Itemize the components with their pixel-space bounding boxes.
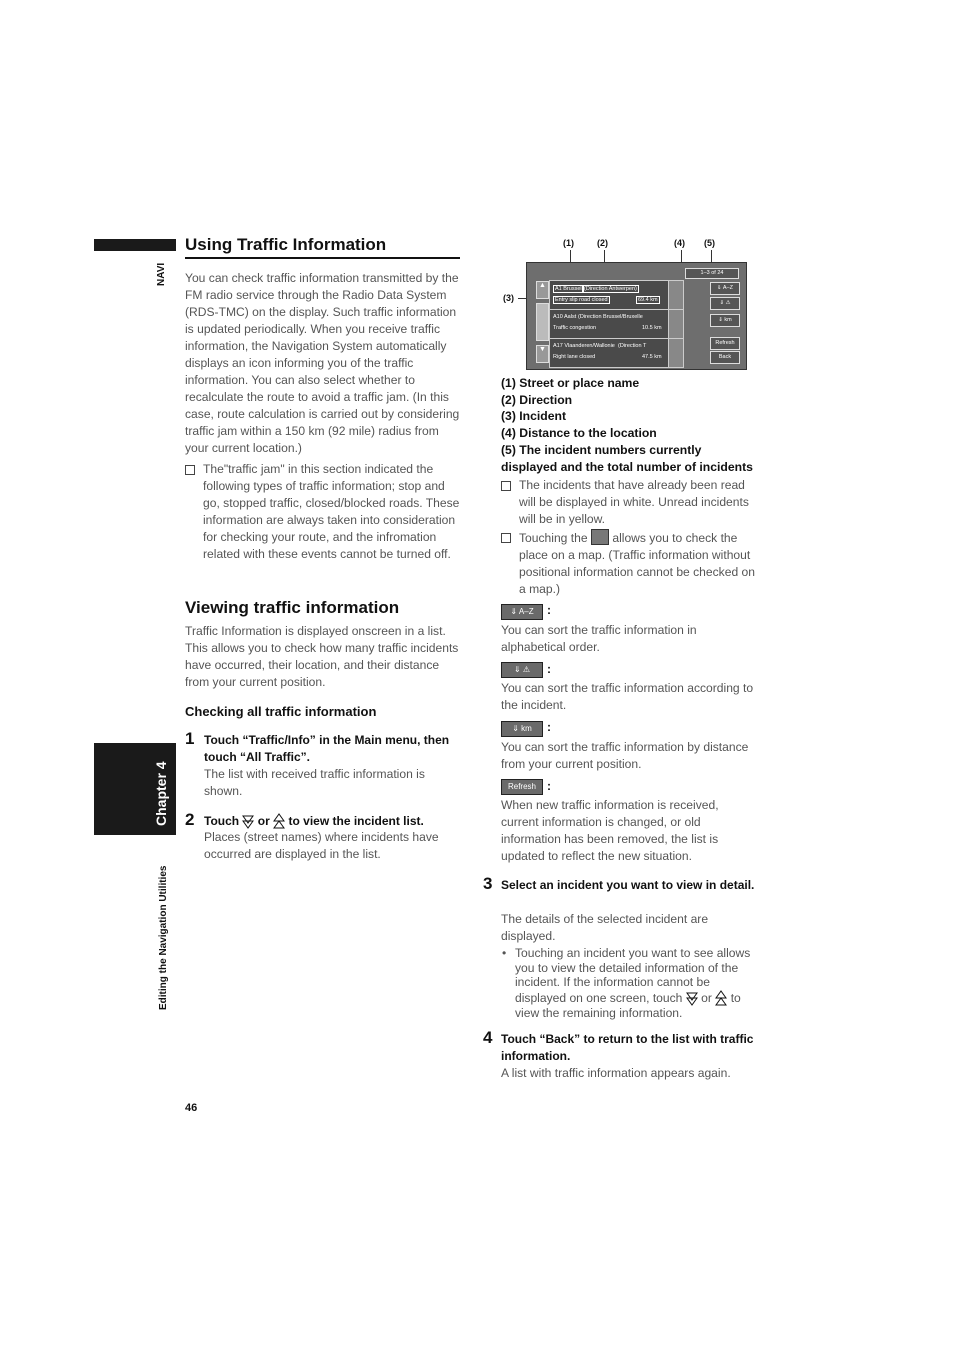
viewing-intro: Traffic Information is displayed onscreen in a list. This allows you to check how many traffic incidents have occurred, their location, and their distance from your current position. bbox=[185, 624, 459, 689]
km-button-icon: ⇓ km bbox=[501, 721, 543, 737]
km-description: You can sort the traffic information by distance from your current position. bbox=[501, 740, 749, 771]
list-item[interactable] bbox=[549, 338, 669, 368]
chapter-label: Chapter 4 bbox=[153, 761, 169, 826]
az-button-icon: ⇓ A–Z bbox=[501, 604, 543, 620]
step2-number: 2 bbox=[185, 810, 195, 829]
step2-head-a: Touch bbox=[204, 814, 240, 828]
colon: : bbox=[547, 603, 551, 617]
step3-bullet-a: Touching an incident you want to see allows you to view the detailed information of the incident. If the information cannot be displayed on one screen, touch bbox=[515, 946, 751, 1005]
scroll-up-button[interactable]: ▲ bbox=[536, 281, 549, 299]
section-label: Editing the Navigation Utilities bbox=[158, 865, 169, 1010]
sort-az-button[interactable]: ⇓ A–Z bbox=[710, 282, 740, 295]
caption-4: (4) Distance to the location bbox=[501, 426, 657, 440]
note-map-button bbox=[501, 529, 757, 598]
figure-label-1: (1) bbox=[563, 238, 574, 248]
caption-2: (2) Direction bbox=[501, 393, 573, 407]
note-map-b: allows you to check the place on a map. (Traffic information without positional information cannot be checked on a map.) bbox=[519, 531, 755, 596]
row-distance: 69.4 km bbox=[638, 297, 658, 303]
row-street: A1 Brussel bbox=[555, 286, 582, 292]
note-traffic-jam bbox=[185, 461, 460, 563]
refresh-description: When new traffic information is received, current information is changed, or old information has been removed, the list is updated to reflect the new situation. bbox=[501, 798, 719, 863]
scroll-up-icon bbox=[273, 813, 285, 829]
section-title-using-traffic: Using Traffic Information bbox=[185, 235, 387, 254]
figure-label-5: (5) bbox=[704, 238, 715, 248]
step4-heading: Touch “Back” to return to the list with traffic information. bbox=[501, 1032, 754, 1063]
colon: : bbox=[547, 720, 551, 734]
step3-number: 3 bbox=[483, 874, 493, 893]
incident-counter: 1–3 of 24 bbox=[685, 268, 739, 279]
note-read-incidents bbox=[501, 477, 757, 528]
scroll-up-icon bbox=[715, 990, 727, 1006]
map-button[interactable] bbox=[668, 338, 684, 368]
step3-heading: Select an incident you want to view in detail. bbox=[501, 878, 755, 892]
step2-head-b: or bbox=[257, 814, 270, 828]
caption-5: (5) The incident numbers currently displayed and the total number of incidents bbox=[501, 443, 753, 474]
header-bar bbox=[94, 239, 176, 251]
az-btn-label: A–Z bbox=[518, 607, 534, 616]
step2-heading bbox=[204, 813, 460, 830]
step4-number: 4 bbox=[483, 1028, 493, 1047]
row-street: A10 Aalst bbox=[553, 314, 577, 320]
subsection-title: Checking all traffic information bbox=[185, 704, 377, 719]
intro-paragraph: You can check traffic information transmitted by the FM radio service through the Radio Data System (RDS-TMC) on the display. Such traffic information is updated periodically. When you receive traffic information, the Navigation System automatically displays an icon informing you of the traffic information. You can also select whether to recalculate the route to avoid a traffic jam. (In this case, route calculation is carried out by considering traffic jam within a 150 km (92 mile) radius from your current location.) bbox=[185, 271, 460, 455]
figure-label-3: (3) bbox=[503, 293, 514, 303]
colon: : bbox=[547, 779, 551, 793]
step1-number: 1 bbox=[185, 729, 195, 748]
step3-bullet-text bbox=[515, 946, 757, 1020]
list-item[interactable] bbox=[549, 280, 669, 310]
back-button[interactable]: Back bbox=[710, 351, 740, 364]
caption-1: (1) Street or place name bbox=[501, 376, 640, 390]
list-item[interactable] bbox=[549, 309, 669, 339]
figure-label-2: (2) bbox=[597, 238, 608, 248]
row-incident: Entry slip road closed bbox=[555, 297, 608, 303]
sort-km-button[interactable]: ⇓ km bbox=[710, 314, 740, 327]
step1-body: The list with received traffic information is shown. bbox=[204, 767, 425, 798]
row-incident: Right lane closed bbox=[553, 354, 596, 360]
row-incident: Traffic congestion bbox=[553, 325, 597, 331]
note-square-icon bbox=[185, 465, 195, 475]
row-street: A17 Vlaanderen/Wallonie bbox=[553, 343, 615, 349]
step2-body: Places (street names) where incidents have occurred are displayed in the list. bbox=[204, 830, 439, 861]
traffic-list-screen bbox=[526, 262, 747, 370]
note-square-icon bbox=[501, 481, 511, 491]
note-map-a: Touching the bbox=[519, 531, 588, 545]
incident-button-icon: ⇓ ⚠ bbox=[501, 662, 543, 678]
scroll-down-icon bbox=[242, 813, 254, 829]
row-direction: (Direction T bbox=[618, 343, 647, 349]
note-read-text: The incidents that have already been read will be displayed in white. Unread incidents will be in yellow. bbox=[519, 478, 749, 526]
scrollbar[interactable] bbox=[536, 303, 549, 341]
row-direction: (Direction Antwerpen) bbox=[584, 286, 637, 292]
title-rule bbox=[185, 257, 460, 259]
incident-description: You can sort the traffic information according to the incident. bbox=[501, 681, 754, 712]
caption-3: (3) Incident bbox=[501, 409, 567, 423]
step1-heading: Touch “Traffic/Info” in the Main menu, then touch “All Traffic”. bbox=[204, 733, 450, 764]
map-button[interactable] bbox=[668, 309, 684, 339]
scroll-down-icon bbox=[686, 990, 698, 1006]
refresh-button-icon: Refresh bbox=[501, 779, 543, 795]
step2-head-c: to view the incident list. bbox=[288, 814, 424, 828]
bullet-dot: • bbox=[502, 946, 507, 960]
figure-label-4: (4) bbox=[674, 238, 685, 248]
step4-body: A list with traffic information appears again. bbox=[501, 1066, 731, 1080]
km-btn-label: km bbox=[521, 724, 532, 733]
navi-label: NAVI bbox=[156, 262, 167, 286]
note-map-text bbox=[519, 529, 757, 598]
sort-az-label: A–Z bbox=[722, 285, 733, 291]
note-square-icon bbox=[501, 533, 511, 543]
step3-bullet-c: to view the remaining information. bbox=[515, 990, 741, 1020]
step3-bullet bbox=[501, 946, 757, 1020]
az-description: You can sort the traffic information in alphabetical order. bbox=[501, 623, 697, 654]
note-text: The"traffic jam" in this section indicated the following types of traffic information; stop and go, stopped traffic, closed/blocked roads. These information are always taken into consideration for checking your route, and the infromation related with these events cannot be turned off. bbox=[203, 462, 460, 561]
scroll-down-button[interactable]: ▼ bbox=[536, 345, 549, 363]
map-icon bbox=[591, 529, 609, 545]
map-button[interactable] bbox=[668, 280, 684, 310]
page-number: 46 bbox=[185, 1102, 198, 1114]
step3-body: The details of the selected incident are displayed. bbox=[501, 912, 709, 943]
row-distance: 10.5 km bbox=[642, 325, 662, 331]
sort-incident-button[interactable]: ⇓ ⚠ bbox=[710, 297, 740, 310]
section-title-viewing: Viewing traffic information bbox=[185, 598, 400, 617]
step3-bullet-b: or bbox=[701, 990, 712, 1005]
row-distance: 47.5 km bbox=[642, 354, 662, 360]
refresh-button[interactable]: Refresh bbox=[710, 337, 740, 350]
colon: : bbox=[547, 662, 551, 676]
sort-km-label: km bbox=[724, 317, 732, 323]
row-direction: (Direction Brussel/Bruxelle bbox=[578, 314, 643, 320]
